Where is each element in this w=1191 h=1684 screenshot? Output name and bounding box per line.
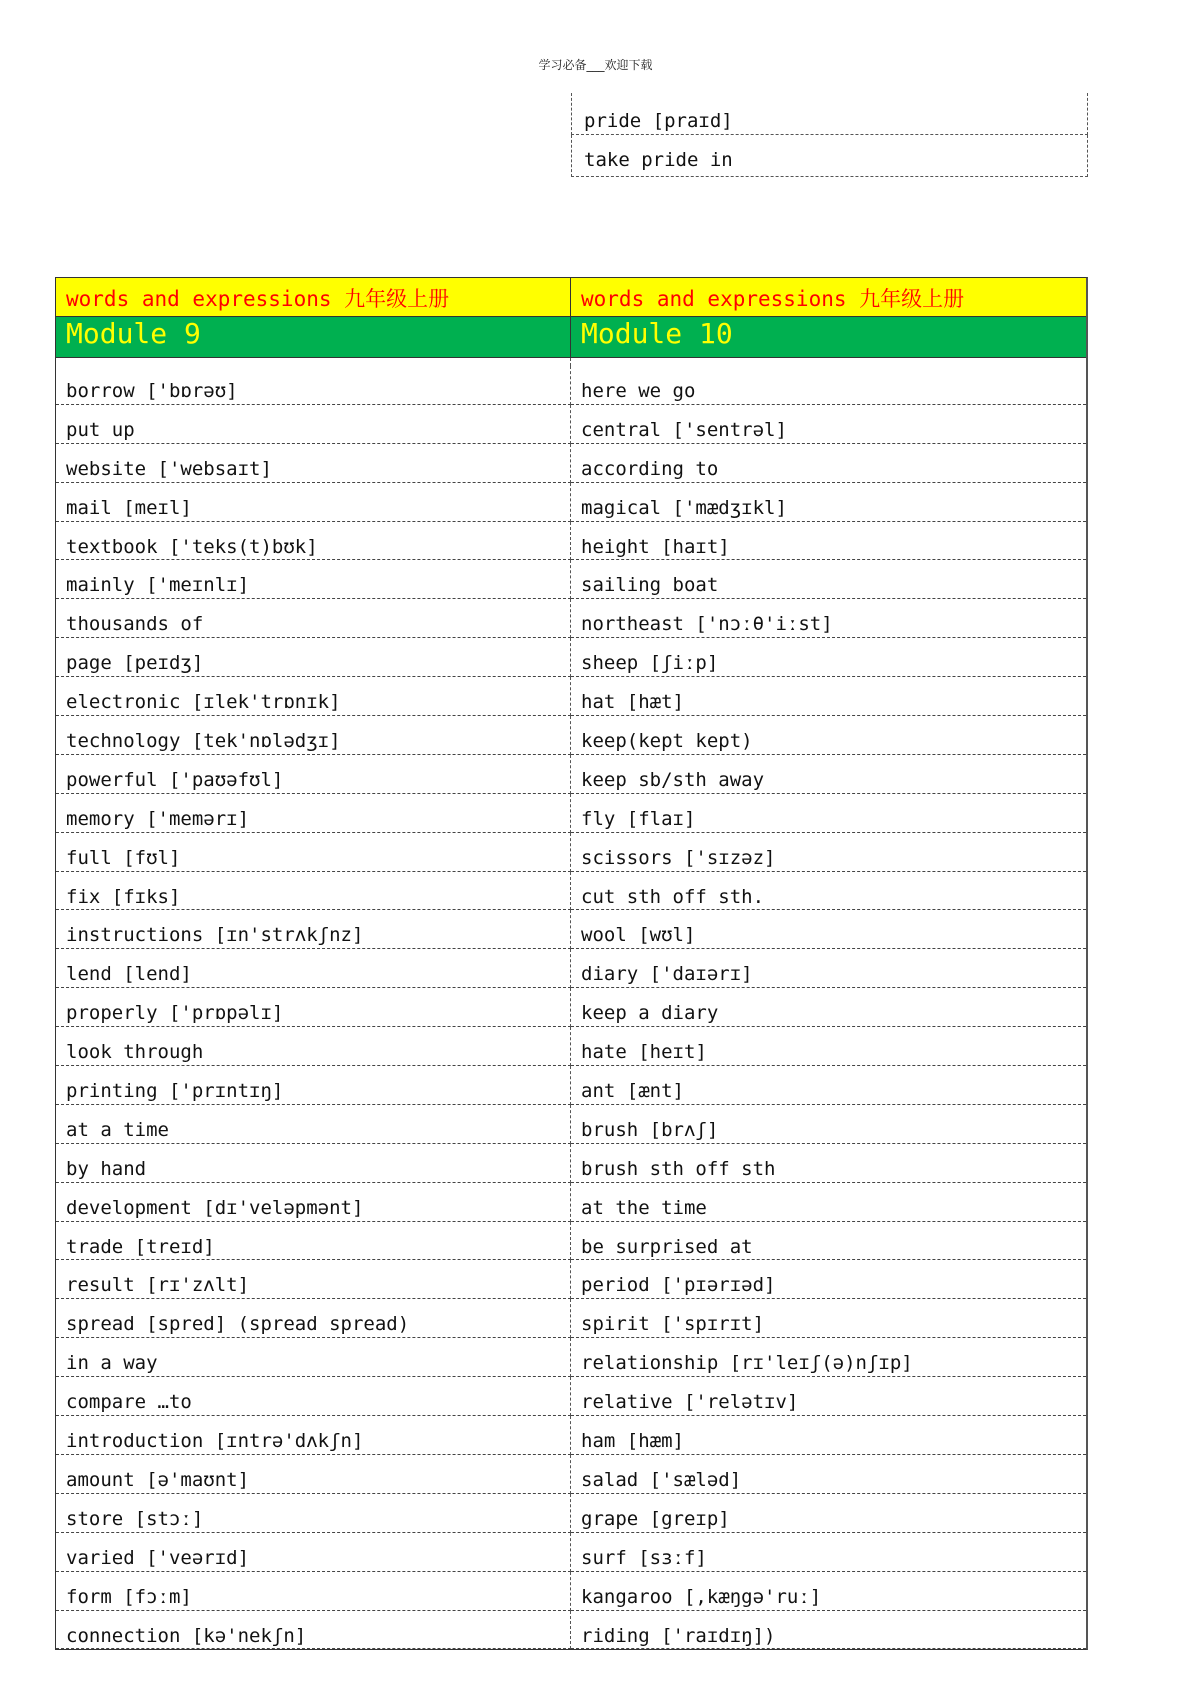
right-column-title: words and expressions 九年级上册 bbox=[581, 287, 965, 311]
top-row-pride: pride [praɪd] bbox=[571, 93, 1088, 135]
module-10-word: here we go bbox=[571, 366, 1086, 405]
module-9-word: powerful ['paʊəfʊl] bbox=[56, 755, 571, 794]
module-10-word: according to bbox=[571, 444, 1086, 483]
module-10-word: hate [heɪt] bbox=[571, 1027, 1086, 1066]
table-row bbox=[56, 910, 1086, 949]
module-9-word: compare …to bbox=[56, 1377, 571, 1416]
module-10-word: keep sb/sth away bbox=[571, 755, 1086, 794]
module-10-word: brush sth off sth bbox=[571, 1144, 1086, 1183]
module-9-word: textbook ['teks(t)bʊk] bbox=[56, 522, 571, 561]
module-9-word: introduction [ɪntrə'dʌkʃn] bbox=[56, 1416, 571, 1455]
title-row bbox=[56, 278, 1086, 317]
spacer-row bbox=[56, 358, 1086, 366]
table-row bbox=[56, 638, 1086, 677]
module-10-word: sailing boat bbox=[571, 560, 1086, 599]
module-10-word: at the time bbox=[571, 1183, 1086, 1222]
module-10-word: hat [hæt] bbox=[571, 677, 1086, 716]
table-row bbox=[56, 1455, 1086, 1494]
module-10-word: central ['sentrəl] bbox=[571, 405, 1086, 444]
module-9-word: fix [fɪks] bbox=[56, 872, 571, 911]
module-10-word: magical ['mædʒɪkl] bbox=[571, 483, 1086, 522]
module-10-word: height [haɪt] bbox=[571, 522, 1086, 561]
module-10-word: wool [wʊl] bbox=[571, 910, 1086, 949]
module-9-word: memory ['memərɪ] bbox=[56, 794, 571, 833]
module-10-word: brush [brʌʃ] bbox=[571, 1105, 1086, 1144]
module-9-word: in a way bbox=[56, 1338, 571, 1377]
table-row bbox=[56, 1572, 1086, 1611]
table-row bbox=[56, 560, 1086, 599]
module-9-word: look through bbox=[56, 1027, 571, 1066]
module-9-word: development [dɪ'veləpmənt] bbox=[56, 1183, 571, 1222]
module-9-word: page [peɪdʒ] bbox=[56, 638, 571, 677]
table-row bbox=[56, 988, 1086, 1027]
module-9-word: by hand bbox=[56, 1144, 571, 1183]
table-row bbox=[56, 1066, 1086, 1105]
module-row bbox=[56, 317, 1086, 358]
module-10-word: sheep [ʃiːp] bbox=[571, 638, 1086, 677]
module-10-word: relationship [rɪ'leɪʃ(ə)nʃɪp] bbox=[571, 1338, 1086, 1377]
table-row bbox=[56, 755, 1086, 794]
module-10-heading: Module 10 bbox=[581, 317, 733, 350]
table-row bbox=[56, 1533, 1086, 1572]
module-10-word: diary ['daɪərɪ] bbox=[571, 949, 1086, 988]
module-9-word: properly ['prɒpəlɪ] bbox=[56, 988, 571, 1027]
page-header: 学习必备___欢迎下载 bbox=[538, 58, 653, 72]
module-9-word: trade [treɪd] bbox=[56, 1222, 571, 1261]
table-row bbox=[56, 1494, 1086, 1533]
module-9-word: electronic [ɪlek'trɒnɪk] bbox=[56, 677, 571, 716]
table-row bbox=[56, 1027, 1086, 1066]
left-column-title: words and expressions 九年级上册 bbox=[56, 278, 571, 316]
module-10-word: surf [sɜːf] bbox=[571, 1533, 1086, 1572]
module-9-word: put up bbox=[56, 405, 571, 444]
module-9-word: website ['websaɪt] bbox=[56, 444, 571, 483]
module-10-word: cut sth off sth. bbox=[571, 872, 1086, 911]
module-9-word: result [rɪ'zʌlt] bbox=[56, 1260, 571, 1299]
module-10-word: scissors ['sɪzəz] bbox=[571, 833, 1086, 872]
table-row bbox=[56, 1299, 1086, 1338]
table-row bbox=[56, 483, 1086, 522]
table-row bbox=[56, 444, 1086, 483]
table-row bbox=[56, 1144, 1086, 1183]
module-9-word: technology [tek'nɒlədʒɪ] bbox=[56, 716, 571, 755]
module-10-word: kangaroo [,kæŋgə'ruː] bbox=[571, 1572, 1086, 1611]
module-9-word: amount [ə'maʊnt] bbox=[56, 1455, 571, 1494]
table-row bbox=[56, 1260, 1086, 1299]
module-10-word: fly [flaɪ] bbox=[571, 794, 1086, 833]
module-9-word: varied ['veərɪd] bbox=[56, 1533, 571, 1572]
module-10-word: salad ['sæləd] bbox=[571, 1455, 1086, 1494]
module-10-word: spirit ['spɪrɪt] bbox=[571, 1299, 1086, 1338]
module-9-heading: Module 9 bbox=[56, 317, 571, 357]
module-10-word: keep(kept kept) bbox=[571, 716, 1086, 755]
table-row bbox=[56, 405, 1086, 444]
module-9-word: instructions [ɪn'strʌkʃnz] bbox=[56, 910, 571, 949]
table-row bbox=[56, 1105, 1086, 1144]
table-row bbox=[56, 599, 1086, 638]
spacer-right bbox=[571, 358, 1086, 366]
table-row bbox=[56, 1338, 1086, 1377]
module-10-word: period ['pɪərɪəd] bbox=[571, 1260, 1086, 1299]
table-row bbox=[56, 522, 1086, 561]
module-10-word: relative ['relətɪv] bbox=[571, 1377, 1086, 1416]
module-9-word: spread [spred] (spread spread) bbox=[56, 1299, 571, 1338]
module-10-word: grape [greɪp] bbox=[571, 1494, 1086, 1533]
table-row bbox=[56, 872, 1086, 911]
module-10-word: ham [hæm] bbox=[571, 1416, 1086, 1455]
module-9-word: thousands of bbox=[56, 599, 571, 638]
table-row bbox=[56, 794, 1086, 833]
word-rows bbox=[56, 366, 1086, 1649]
module-9-word: borrow ['bɒrəʊ] bbox=[56, 366, 571, 405]
spacer-left bbox=[56, 358, 571, 366]
module-9-word: mainly ['meɪnlɪ] bbox=[56, 560, 571, 599]
table-row bbox=[56, 1183, 1086, 1222]
table-row bbox=[56, 833, 1086, 872]
continued-vocabulary-box bbox=[571, 93, 1088, 177]
module-9-word: full [fʊl] bbox=[56, 833, 571, 872]
module-10-word: northeast ['nɔːθ'iːst] bbox=[571, 599, 1086, 638]
table-row bbox=[56, 677, 1086, 716]
module-10-word: riding ['raɪdɪŋ]) bbox=[571, 1611, 1086, 1650]
table-row bbox=[56, 949, 1086, 988]
module-9-word: printing ['prɪntɪŋ] bbox=[56, 1066, 571, 1105]
module-10-word: be surprised at bbox=[571, 1222, 1086, 1261]
table-row bbox=[56, 1377, 1086, 1416]
table-row bbox=[56, 1611, 1086, 1650]
module-9-word: at a time bbox=[56, 1105, 571, 1144]
table-row bbox=[56, 366, 1086, 405]
top-row-take-pride-in: take pride in bbox=[571, 135, 1088, 177]
vocabulary-table bbox=[55, 277, 1088, 1650]
module-9-word: form [fɔːm] bbox=[56, 1572, 571, 1611]
table-row bbox=[56, 1222, 1086, 1261]
table-row bbox=[56, 1416, 1086, 1455]
module-9-word: lend [lend] bbox=[56, 949, 571, 988]
module-9-word: store [stɔː] bbox=[56, 1494, 571, 1533]
module-9-word: connection [kə'nekʃn] bbox=[56, 1611, 571, 1650]
module-10-word: keep a diary bbox=[571, 988, 1086, 1027]
module-10-word: ant [ænt] bbox=[571, 1066, 1086, 1105]
table-row bbox=[56, 716, 1086, 755]
module-9-word: mail [meɪl] bbox=[56, 483, 571, 522]
